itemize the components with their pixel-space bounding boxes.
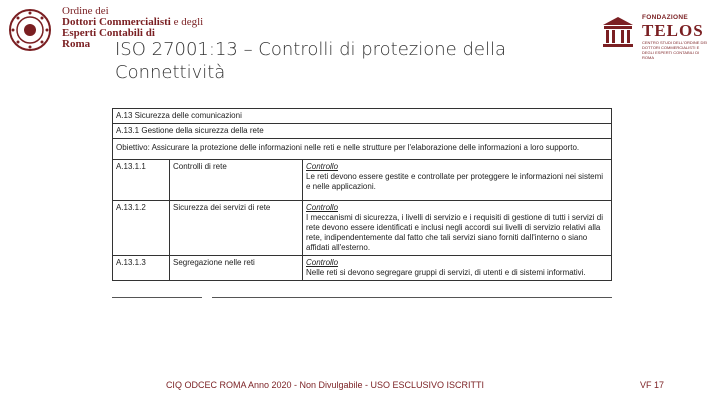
telos-subtitle: CENTRO STUDI DELL'ORDINE DEI DOTTORI COMMERCIALISTI E DEGLI ESPERTI CONTABILI DI ROMA	[642, 40, 708, 60]
footer-disclaimer: CIQ ODCEC ROMA Anno 2020 - Non Divulgabile - USO ESCLUSIVO ISCRITTI	[165, 380, 485, 390]
page-number: VF 17	[640, 380, 665, 390]
control-text: Le reti devono essere gestite e controllate per proteggere le informazioni nei sistemi e nelle applicazioni.	[306, 172, 604, 191]
table-row	[113, 201, 612, 256]
telos-fondazione: FONDAZIONE	[642, 14, 688, 21]
odcec-emblem-icon	[8, 8, 52, 52]
control-name: Controlli di rete	[170, 160, 303, 201]
control-description	[303, 256, 612, 281]
odcec-line-2: Dottori Commercialisti	[62, 16, 171, 28]
control-text: Nelle reti si devono segregare gruppi di servizi, di utenti e di sistemi informativi.	[306, 268, 586, 277]
control-name: Sicurezza dei servizi di rete	[170, 201, 303, 256]
table-row	[113, 160, 612, 201]
temple-icon	[600, 14, 636, 50]
control-id: A.13.1.3	[113, 256, 170, 281]
control-description	[303, 160, 612, 201]
table-objective: Obiettivo: Assicurare la protezione delle informazioni nelle reti e nelle strutture per l'elaborazione delle informazioni a loro supporto.	[113, 139, 612, 160]
divider-short	[112, 297, 202, 298]
control-description	[303, 201, 612, 256]
odcec-line-5: Roma	[62, 38, 91, 50]
controls-table	[112, 108, 612, 280]
table-subsection-heading: A.13.1 Gestione della sicurezza della rete	[113, 124, 612, 139]
table-row	[113, 256, 612, 281]
divider-long	[212, 297, 612, 298]
odcec-line-3: e degli	[173, 16, 204, 28]
footer	[0, 380, 720, 394]
control-text: I meccanismi di sicurezza, i livelli di servizio e i requisiti di gestione di tutti i servizi di rete devono essere identificati e inclusi negli accordi sui livelli di servizio relativi alla rete, indipendentemente dal fatto che tali servizi siano forniti dall'interno o siano affidati all'esterno.	[306, 213, 603, 252]
control-label: Controllo	[306, 258, 339, 267]
control-id: A.13.1.2	[113, 201, 170, 256]
control-label: Controllo	[306, 203, 339, 212]
control-name: Segregazione nelle reti	[170, 256, 303, 281]
table-section-heading: A.13 Sicurezza delle comunicazioni	[113, 109, 612, 124]
telos-name: TELOS	[642, 21, 704, 40]
odcec-line-1: Ordine dei	[62, 5, 109, 17]
slide-title: ISO 27001:13 – Controlli di protezione della Connettività	[115, 39, 507, 83]
control-label: Controllo	[306, 162, 339, 171]
telos-logo	[600, 10, 710, 70]
control-id: A.13.1.1	[113, 160, 170, 201]
odcec-line-4: Esperti Contabili di	[62, 27, 155, 39]
